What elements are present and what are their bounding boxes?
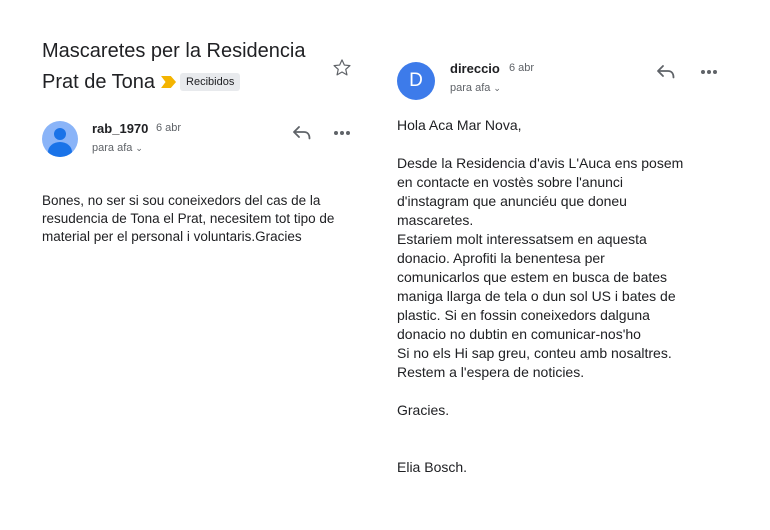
body-line: mascaretes. [397,212,474,228]
email-date: 6 abr [156,122,182,134]
reply-icon[interactable] [656,64,676,80]
importance-marker-icon[interactable] [161,76,176,88]
chevron-down-icon: ⌄ [493,83,501,93]
body-line: Si no els Hi sap greu, conteu amb nosaltres. [397,345,672,361]
recipient-details[interactable] [450,82,501,94]
body-line: donacio no dubtin en comunicar-nos'ho [397,326,641,342]
body-line: Restem a l'espera de noticies. [397,364,585,380]
email-date: 6 abr [509,62,535,74]
email-body: Bones, no ser si sou coneixedors del cas de la resudencia de Tona el Prat, necesitem tot tipo de material per el personal i voluntaris.Gracies [42,193,335,244]
subject-line-2: Prat de Tona [42,71,156,93]
reply-icon[interactable] [292,125,312,141]
body-line: donacio. Aprofiti la benentesa per [397,250,605,266]
subject-line-1: Mascaretes per la Residencia [42,40,306,62]
body-line: d'instagram que anunciéu que doneu [397,193,627,209]
avatar[interactable]: D [397,62,435,100]
sender-name[interactable]: rab_1970 [92,121,149,136]
body-line: Estariem molt interessatsem en aquesta [397,231,647,247]
body-line: Desde la Residencia d'avis L'Auca ens posem [397,155,684,171]
sender-name[interactable]: direccio [450,61,500,76]
more-icon[interactable] [333,130,351,136]
body-line: plastic. Si en fossin coneixedors dalguna [397,307,650,323]
closing-thanks: Gracies. [397,402,450,418]
more-icon[interactable] [700,69,718,75]
body-line: en contacte en vostès sobre l'anunci [397,174,624,190]
email-body [397,116,727,477]
recipient-details[interactable] [92,142,143,154]
recipient-label: para afa [450,82,491,94]
star-icon[interactable] [331,57,353,79]
signature: Elia Bosch. [397,459,468,475]
recipient-label: para afa [92,142,133,154]
email-subject [42,36,322,98]
chevron-down-icon: ⌄ [135,143,143,153]
body-line: maniga llarga de tela o dun sol US i bates de [397,288,676,304]
greeting: Hola Aca Mar Nova, [397,117,522,133]
body-line: comunicarlos que estem en busca de bates [397,269,668,285]
inbox-label[interactable]: Recibidos [180,73,240,91]
avatar[interactable] [42,121,78,157]
